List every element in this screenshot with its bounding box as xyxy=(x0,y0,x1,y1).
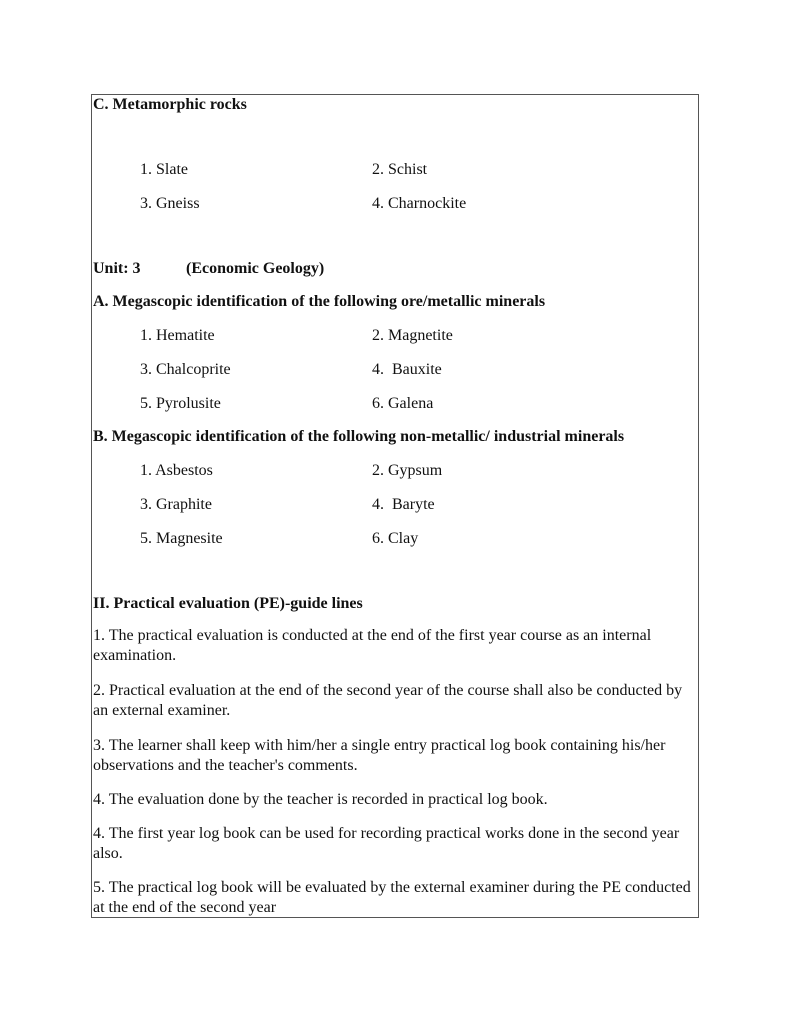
pe-point: 5. The practical log book will be evaluated by the external examiner during the PE conducted at the end of the second year xyxy=(93,879,691,916)
list-item: 2. Magnetite xyxy=(372,327,453,344)
list-item: 4. Charnockite xyxy=(372,195,467,212)
pe-point: 4. The first year log book can be used for recording practical works done in the second year also. xyxy=(93,825,680,862)
pe-point: 2. Practical evaluation at the end of the second year of the course shall also be conducted by an external examiner. xyxy=(93,682,683,719)
list-item: 6. Galena xyxy=(372,395,434,412)
list-item: 5. Magnesite xyxy=(140,530,223,547)
section-c-heading: C. Metamorphic rocks xyxy=(93,96,247,113)
pe-point: 3. The learner shall keep with him/her a single entry practical log book containing his/her observations and the teacher's comments. xyxy=(93,737,666,774)
section-a-heading: A. Megascopic identification of the following ore/metallic minerals xyxy=(93,293,546,310)
list-item: 4. Bauxite xyxy=(372,361,442,378)
list-item: 4. Baryte xyxy=(372,496,435,513)
list-item: 5. Pyrolusite xyxy=(140,395,221,412)
list-item: 1. Slate xyxy=(140,161,188,178)
section-b-heading: B. Megascopic identification of the following non-metallic/ industrial minerals xyxy=(93,428,625,445)
list-item: 1. Hematite xyxy=(140,327,215,344)
list-item: 6. Clay xyxy=(372,530,419,547)
list-item: 2. Schist xyxy=(372,161,428,178)
pe-point: 1. The practical evaluation is conducted at the end of the first year course as an internal examination. xyxy=(93,627,652,664)
list-item: 1. Asbestos xyxy=(140,462,213,479)
unit-label: Unit: 3 xyxy=(93,260,141,277)
list-item: 3. Graphite xyxy=(140,496,212,513)
list-item: 3. Gneiss xyxy=(140,195,200,212)
pe-heading: II. Practical evaluation (PE)-guide lines xyxy=(93,595,363,612)
pe-point: 4. The evaluation done by the teacher is recorded in practical log book. xyxy=(93,791,548,808)
list-item: 2. Gypsum xyxy=(372,462,443,479)
unit-title: (Economic Geology) xyxy=(186,260,325,277)
list-item: 3. Chalcoprite xyxy=(140,361,231,378)
